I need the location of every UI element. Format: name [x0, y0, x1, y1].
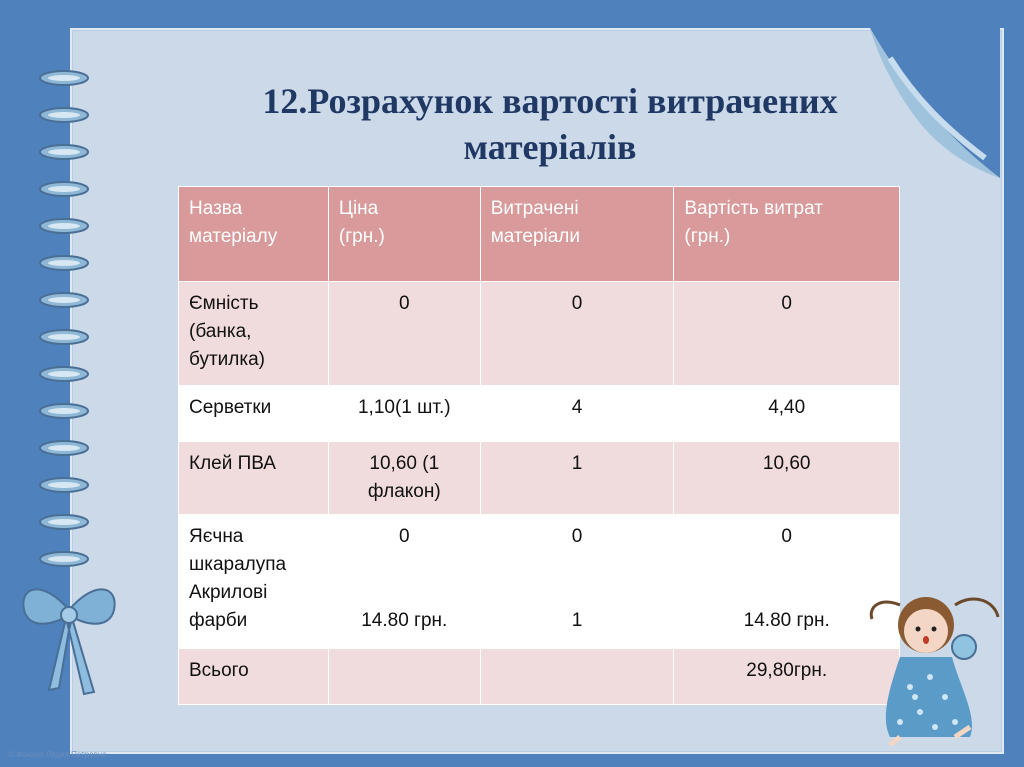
spiral-binding	[36, 70, 96, 630]
copyright-note: © Фокина Лидия Петровна	[8, 750, 107, 759]
cell-text: 1	[571, 610, 583, 631]
cell-text: 14.80 грн.	[743, 610, 830, 631]
cell-text: Ємність	[189, 293, 259, 314]
cell-cost: 4,40	[674, 386, 900, 442]
header-cost	[674, 187, 900, 282]
title-line-2: матеріалів	[463, 127, 637, 167]
cell-material-name	[179, 282, 329, 386]
cell-text: 0	[571, 526, 583, 547]
cell-text: Клей ПВА	[189, 453, 276, 474]
cell-price: 0	[328, 282, 480, 386]
cell-used: 1	[480, 442, 674, 515]
cell-text: 0	[399, 526, 410, 547]
header-text: Назва	[189, 198, 243, 219]
cell-text: (банка,	[189, 321, 252, 342]
cell-cost: 0	[674, 282, 900, 386]
cell-price: 10,60 (1 флакон)	[328, 442, 480, 515]
cell-price	[328, 515, 480, 649]
header-text: (грн.)	[684, 226, 731, 247]
header-text: матеріалу	[189, 226, 278, 247]
header-text: Ціна	[338, 198, 379, 219]
table-row-total	[179, 649, 900, 705]
table-row	[179, 386, 900, 442]
cell-used: 4	[480, 386, 674, 442]
header-material-name	[179, 187, 329, 282]
cell-text: Всього	[189, 660, 249, 681]
girl-illustration	[860, 587, 1010, 747]
header-used	[480, 187, 674, 282]
cell-text: шкаралупа	[189, 554, 287, 575]
table-row	[179, 282, 900, 386]
slide-title	[180, 78, 920, 170]
header-text: (грн.)	[338, 226, 385, 247]
cell-material-name	[179, 515, 329, 649]
title-line-1: 12.Розрахунок вартості витрачених	[262, 81, 838, 121]
cell-cost: 10,60	[674, 442, 900, 515]
cell-cost: 29,80грн.	[674, 649, 900, 705]
cell-text: Яєчна	[189, 526, 244, 547]
cell-material-name	[179, 442, 329, 515]
cell-material-name	[179, 649, 329, 705]
cell-price: 1,10(1 шт.)	[328, 386, 480, 442]
cell-material-name	[179, 386, 329, 442]
header-text: Витрачені	[490, 198, 579, 219]
materials-cost-table	[178, 186, 900, 705]
table-row	[179, 515, 900, 649]
cell-text: Акрилові	[189, 582, 268, 603]
cell-text: бутилка)	[189, 349, 265, 370]
cell-text: фарби	[189, 610, 248, 631]
cell-price	[328, 649, 480, 705]
cell-used	[480, 649, 674, 705]
header-text: Вартість витрат	[684, 198, 823, 219]
table-header-row	[179, 187, 900, 282]
header-text: матеріали	[490, 226, 581, 247]
cell-text: Серветки	[189, 397, 272, 418]
table-row	[179, 442, 900, 515]
cell-used: 0	[480, 282, 674, 386]
cell-text: 14.80 грн.	[361, 610, 448, 631]
cell-used	[480, 515, 674, 649]
cell-text: 0	[781, 526, 792, 547]
header-price	[328, 187, 480, 282]
ribbon-bow-decoration	[14, 570, 124, 700]
